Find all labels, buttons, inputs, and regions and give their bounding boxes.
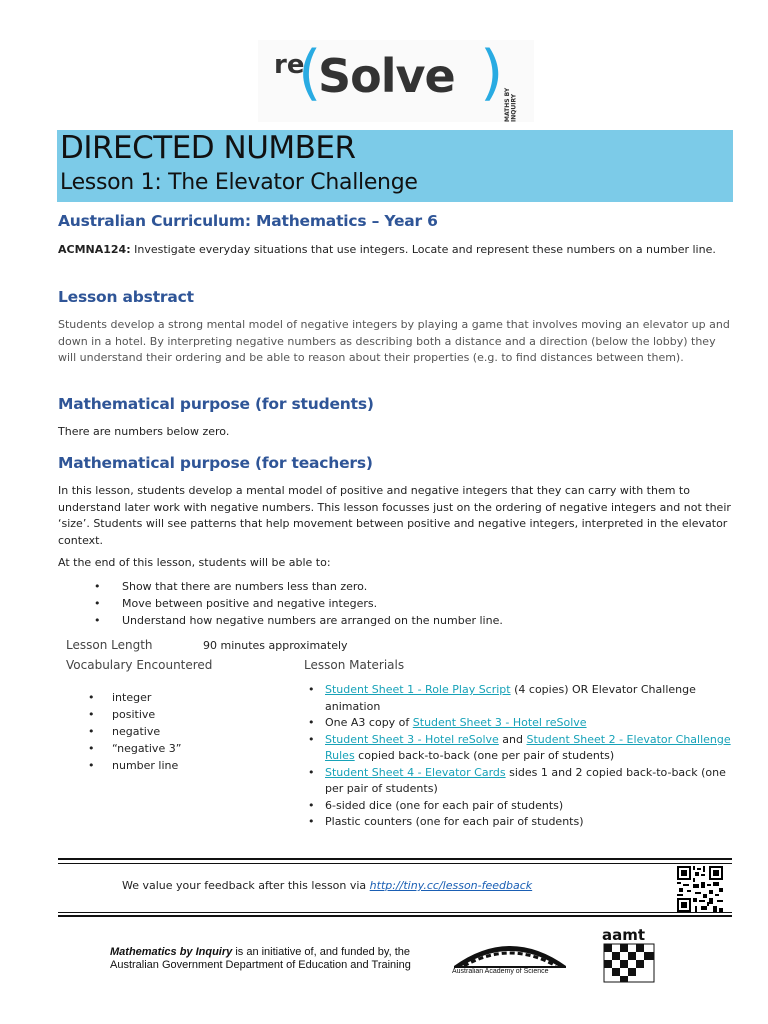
list-item: • Move between positive and negative integers. xyxy=(58,595,503,612)
lesson-subtitle: Lesson 1: The Elevator Challenge xyxy=(60,170,418,195)
list-item: • One A3 copy of Student Sheet 3 - Hotel reSolve xyxy=(302,715,732,732)
list-item: • number line xyxy=(58,757,181,774)
materials-list xyxy=(302,682,732,831)
list-item: • Show that there are numbers less than zero. xyxy=(58,578,503,595)
initiative-name: Mathematics by Inquiry xyxy=(110,946,233,958)
outcomes-list xyxy=(58,578,503,629)
list-item: • Student Sheet 4 - Elevator Cards sides 1 and 2 copied back-to-back (one per pair of students) xyxy=(302,765,732,798)
abstract-heading: Lesson abstract xyxy=(58,288,194,306)
logo-open-paren: ( xyxy=(298,38,322,108)
outcomes-intro: At the end of this lesson, students will be able to: xyxy=(58,556,331,569)
list-item: • Plastic counters (one for each pair of students) xyxy=(302,814,732,831)
qr-code-icon xyxy=(677,866,723,912)
footer-initiative: Mathematics by Inquiry is an initiative of, and funded by, the Australian Government Department of Education and Training xyxy=(110,946,411,971)
bottom-divider-thin xyxy=(58,912,732,913)
feedback-text: We value your feedback after this lesson via http://tiny.cc/lesson-feedback xyxy=(122,879,533,892)
list-item: • Student Sheet 1 - Role Play Script (4 copies) OR Elevator Challenge animation xyxy=(302,682,732,715)
department-name: Australian Government Department of Education and Training xyxy=(110,959,411,971)
vocabulary-list xyxy=(58,689,181,774)
logo-close-paren: ) xyxy=(480,38,504,108)
title-band xyxy=(57,130,733,202)
resolve-logo xyxy=(258,40,534,122)
student-sheet-2-link[interactable]: Student Sheet 2 - Elevator Challenge Rules xyxy=(325,732,731,762)
curriculum-text xyxy=(58,242,734,259)
aamt-logo xyxy=(600,926,660,986)
student-sheet-4-link[interactable]: Student Sheet 4 - Elevator Cards xyxy=(325,765,506,779)
logo-tagline: MATHS BY INQUIRY xyxy=(504,87,518,122)
purpose-students-heading: Mathematical purpose (for students) xyxy=(58,395,374,413)
list-item: • 6-sided dice (one for each pair of students) xyxy=(302,798,732,815)
student-sheet-1-link[interactable]: Student Sheet 1 - Role Play Script xyxy=(325,683,511,696)
list-item: • Student Sheet 3 - Hotel reSolve and Student Sheet 2 - Elevator Challenge Rules copied back-to-back (one per pair of students) xyxy=(302,732,732,765)
list-item: • “negative 3” xyxy=(58,740,181,757)
top-divider-thin xyxy=(58,863,732,864)
materials-label: Lesson Materials xyxy=(304,658,405,672)
purpose-students-text: There are numbers below zero. xyxy=(58,425,230,438)
abstract-text: Students develop a strong mental model of negative integers by playing a game that involves moving an elevator up and down in a hotel. By interpreting negative numbers as describing both a distance and a direction (below the lobby) they will understand their ordering and be able to reason about their properties (e.g. to find distances between them). xyxy=(58,318,730,364)
student-sheet-3-link[interactable]: Student Sheet 3 - Hotel reSolve xyxy=(325,732,499,746)
vocabulary-label: Vocabulary Encountered xyxy=(66,658,213,672)
curriculum-heading: Australian Curriculum: Mathematics – Year 6 xyxy=(58,212,438,230)
logo-re-text: re xyxy=(274,50,305,80)
student-sheet-3-link[interactable]: Student Sheet 3 - Hotel reSolve xyxy=(412,716,587,729)
page-title: DIRECTED NUMBER xyxy=(60,130,356,166)
bottom-divider xyxy=(58,915,732,917)
curriculum-code: ACMNA124: xyxy=(58,243,131,256)
top-divider xyxy=(58,858,732,860)
feedback-link[interactable]: http://tiny.cc/lesson-feedback xyxy=(369,879,533,892)
purpose-teachers-heading: Mathematical purpose (for teachers) xyxy=(58,454,373,472)
aamt-wordmark: aamt xyxy=(602,926,646,944)
list-item: • positive xyxy=(58,706,181,723)
lesson-length-value: 90 minutes approximately xyxy=(203,639,348,652)
logo-solve-text: Solve xyxy=(318,49,455,103)
curriculum-description: Investigate everyday situations that use integers. Locate and represent these numbers on a number line. xyxy=(130,243,716,256)
list-item: • Understand how negative numbers are arranged on the number line. xyxy=(58,612,503,629)
purpose-teachers-text: In this lesson, students develop a mental model of positive and negative integers that they can carry with them to understand later work with negative numbers. This lesson focusses just on the ordering of negative integers and not their ‘size’. Students will see patterns that help movement between positive and negative integers, interpreted in the elevator context. xyxy=(58,484,731,547)
lesson-length-label: Lesson Length xyxy=(66,638,153,652)
list-item: • integer xyxy=(58,689,181,706)
aas-caption: Australian Academy of Science xyxy=(452,968,549,975)
list-item: • negative xyxy=(58,723,181,740)
